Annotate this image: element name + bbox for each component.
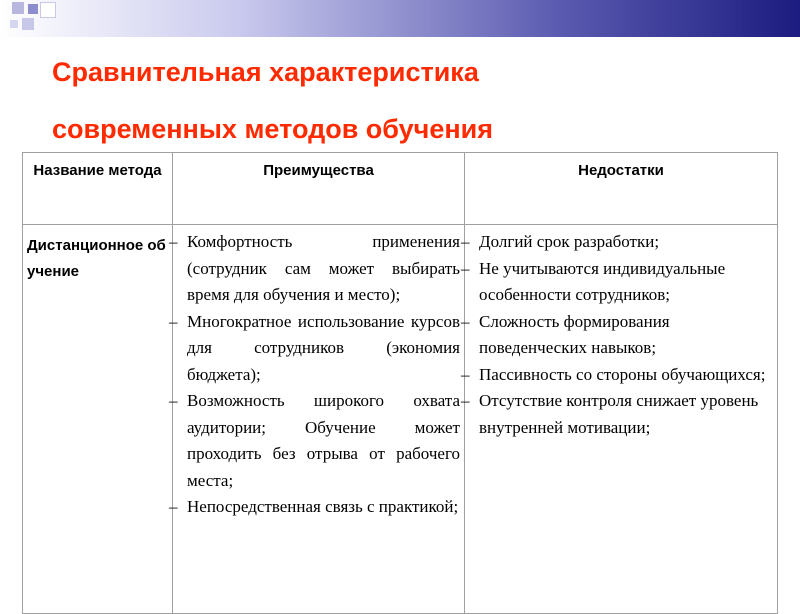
bullet-dash: – — [169, 497, 178, 516]
advantage-item — [169, 309, 460, 389]
bullet-dash: – — [169, 232, 178, 251]
decorative-square — [28, 4, 38, 14]
disadvantage-item — [461, 256, 767, 309]
disadvantage-item — [461, 229, 767, 256]
bullet-dash: – — [461, 391, 470, 410]
table-header-row — [23, 153, 778, 225]
decorative-square — [40, 2, 56, 18]
cell-disadvantages — [461, 225, 778, 614]
header-advantages: Преимущества — [173, 153, 465, 225]
advantage-text: Возможность широкого охвата аудитории; Обучение может проходить без отрыва от рабочего места; — [187, 391, 460, 490]
bullet-dash: – — [461, 258, 470, 278]
disadvantage-text: Пассивность со стороны обучающихся; — [479, 364, 766, 384]
advantage-text: Многократное использование курсов для сотрудников (экономия бюджета); — [187, 311, 460, 384]
disadvantage-text: Сложность формирования поведенческих навыков; — [479, 311, 670, 357]
decorative-square — [22, 18, 34, 30]
decorative-square — [10, 20, 18, 28]
bullet-dash: – — [461, 232, 470, 251]
decorative-square — [12, 2, 24, 14]
disadvantage-item — [461, 388, 767, 441]
disadvantage-text: Не учитываются индивидуальные особенности сотрудников; — [479, 258, 726, 304]
cell-advantages — [169, 225, 465, 614]
comparison-table — [22, 152, 778, 614]
slide-title-line-1: Сравнительная характеристика — [52, 57, 479, 87]
bullet-dash: – — [461, 364, 470, 384]
decorative-header-bar — [0, 0, 800, 37]
slide-title-line-2: современных методов обучения — [52, 114, 493, 144]
advantage-text: Комфортность применения (сотрудник сам может выбирать время для обучения и место); — [187, 232, 460, 304]
disadvantage-text: Долгий срок разработки; — [479, 232, 660, 251]
header-method-name: Название метода — [23, 153, 173, 225]
bullet-dash: – — [169, 391, 178, 410]
disadvantage-item — [461, 309, 767, 362]
advantage-item — [169, 388, 460, 494]
header-disadvantages: Недостатки — [465, 153, 778, 225]
advantage-item — [169, 229, 460, 309]
disadvantage-item — [461, 362, 767, 389]
table-row — [23, 225, 778, 614]
disadvantage-text: Отсутствие контроля снижает уровень внутренней мотивации; — [479, 391, 759, 437]
cell-method-name: Дистанционное обучение — [23, 225, 173, 614]
bullet-dash: – — [461, 311, 470, 331]
advantage-item — [169, 494, 460, 521]
bullet-dash: – — [169, 311, 178, 331]
advantage-text: Непосредственная связь с практикой; — [187, 497, 459, 516]
